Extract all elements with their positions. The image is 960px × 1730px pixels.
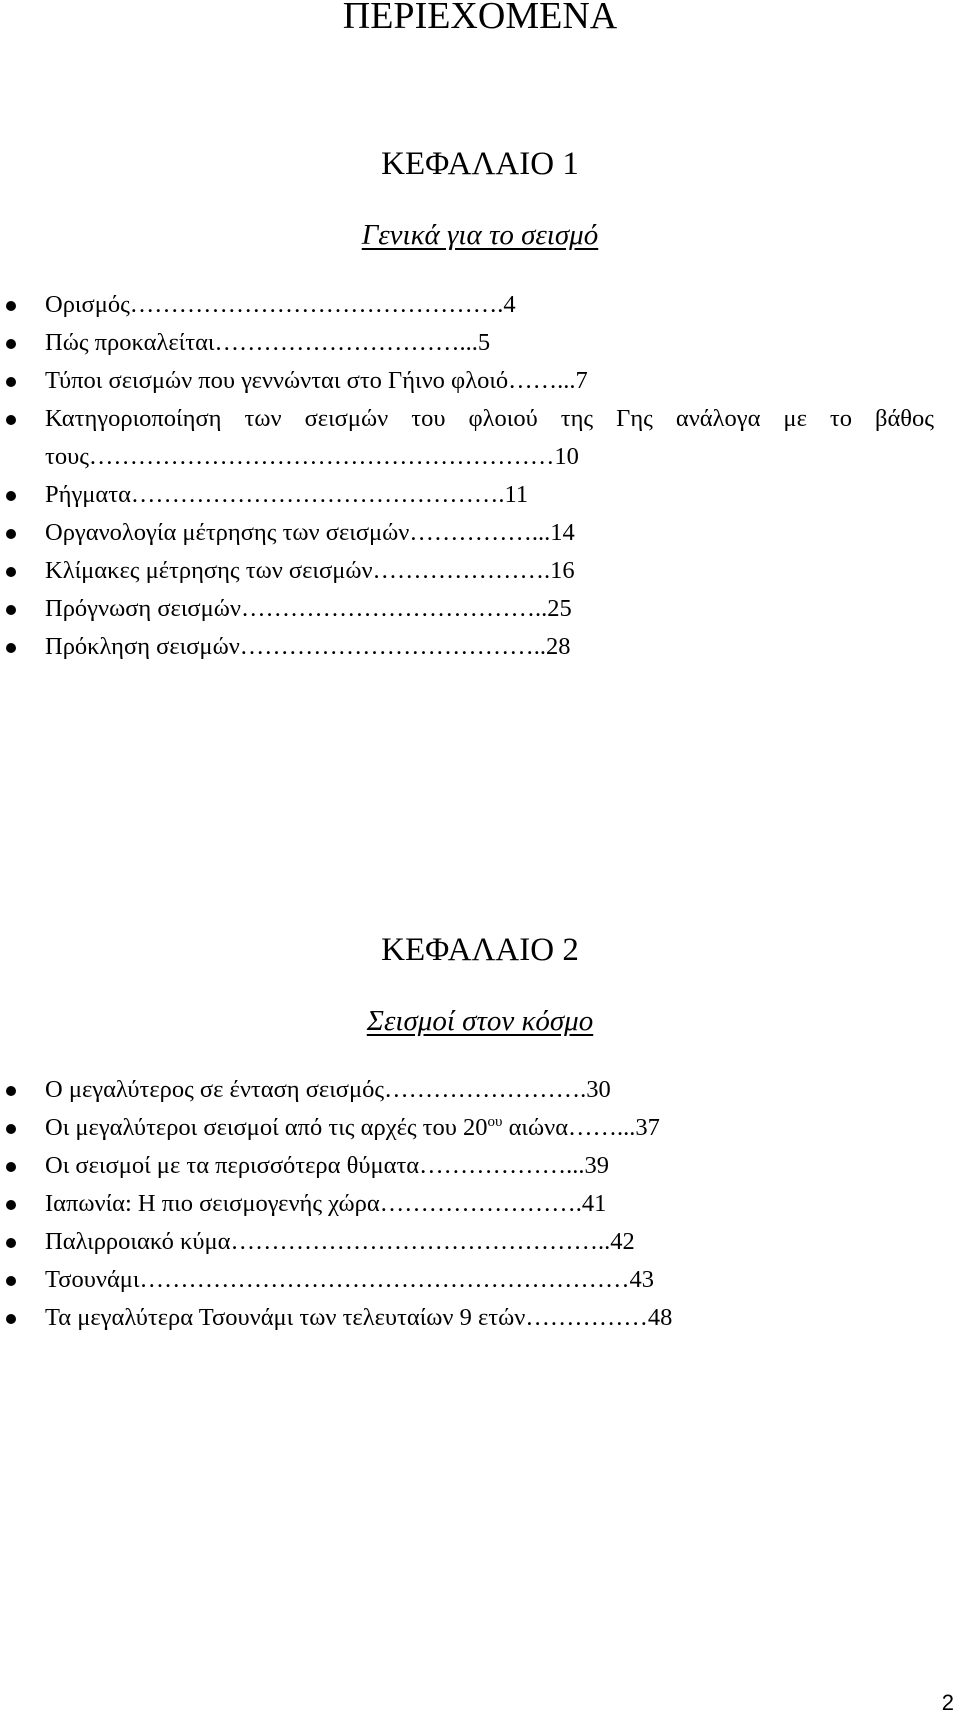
toc-entry-text: Ο μεγαλύτερος σε ένταση σεισμός…………………….30: [45, 1076, 611, 1103]
toc-entry-text: Ρήγματα……………………………………….11: [45, 481, 529, 508]
ordinal-superscript: ου: [487, 1113, 503, 1130]
toc-entry-text: Τα μεγαλύτερα Τσουνάμι των τελευταίων 9 ετών……………48: [45, 1304, 673, 1331]
toc-entry: [0, 362, 960, 400]
bullet-icon: [6, 1276, 16, 1286]
toc-entry: [0, 1071, 960, 1109]
chapter-1-title: ΚΕΦΑΛΑΙΟ 1: [381, 146, 579, 182]
chapter-2-title: ΚΕΦΑΛΑΙΟ 2: [381, 932, 579, 968]
toc-entry-text: Παλιρροιακό κύμα………………………………………..42: [45, 1228, 635, 1255]
toc-entry: [0, 1185, 960, 1223]
toc-entry-text: Τύποι σεισμών που γεννώνται στο Γήινο φλοιό……...7: [45, 367, 588, 394]
toc-entry-text-before: Οι μεγαλύτεροι σεισμοί από τις αρχές του 20: [45, 1114, 488, 1141]
toc-entry: [0, 1223, 960, 1261]
toc-entry-text: Κατηγοριοποίηση των σεισμών του φλοιού της Γης ανάλογα με το βάθος τους…………………………………………………10: [45, 405, 934, 470]
toc-entry: [0, 514, 960, 552]
bullet-icon: [6, 377, 16, 387]
page-number: 2: [941, 1690, 954, 1715]
toc-entry-text: Ορισμός……………………………………….4: [45, 291, 516, 318]
bullet-icon: [6, 415, 16, 425]
toc-entry-text-after: αιώνα……...37: [502, 1114, 660, 1141]
chapter-2-toc-list: [0, 1071, 960, 1337]
toc-entry: [0, 400, 960, 476]
toc-entry-text: Πρόγνωση σεισμών………………………………..25: [45, 595, 572, 622]
toc-entry-text: Πώς προκαλείται…………………………...5: [45, 329, 491, 356]
bullet-icon: [6, 529, 16, 539]
page-title: ΠΕΡΙΕΧΟΜΕΝΑ: [342, 0, 618, 37]
bullet-icon: [6, 1314, 16, 1324]
toc-entry: [0, 628, 960, 666]
bullet-icon: [6, 1200, 16, 1210]
bullet-icon: [6, 1238, 16, 1248]
bullet-icon: [6, 1124, 16, 1134]
bullet-icon: [6, 567, 16, 577]
bullet-icon: [6, 643, 16, 653]
chapter-2-subtitle: Σεισμοί στον κόσμο: [366, 1005, 594, 1037]
toc-entry: [0, 552, 960, 590]
toc-entry: [0, 1261, 960, 1299]
toc-entry: [0, 1299, 960, 1337]
toc-entry-text: [45, 1109, 934, 1147]
toc-entry-text: Πρόκληση σεισμών………………………………..28: [45, 633, 571, 660]
bullet-icon: [6, 605, 16, 615]
toc-entry-text: Ιαπωνία: Η πιο σεισμογενής χώρα…………………….41: [45, 1190, 607, 1217]
toc-entry: [0, 476, 960, 514]
bullet-icon: [6, 1086, 16, 1096]
bullet-icon: [6, 339, 16, 349]
toc-entry-text: Οργανολογία μέτρησης των σεισμών……………...14: [45, 519, 575, 546]
toc-entry: [0, 590, 960, 628]
toc-entry-text: Τσουνάμι……………………………………………………43: [45, 1266, 655, 1293]
bullet-icon: [6, 1162, 16, 1172]
toc-entry: [0, 324, 960, 362]
toc-entry: [0, 1109, 960, 1147]
toc-entry: [0, 1147, 960, 1185]
bullet-icon: [6, 301, 16, 311]
toc-entry-text: Κλίμακες μέτρησης των σεισμών………………….16: [45, 557, 575, 584]
bullet-icon: [6, 491, 16, 501]
toc-entry-text: Οι σεισμοί με τα περισσότερα θύματα………………...39: [45, 1152, 610, 1179]
toc-entry: [0, 286, 960, 324]
chapter-1-subtitle: Γενικά για το σεισμό: [361, 219, 599, 251]
chapter-1-toc-list: [0, 286, 960, 666]
